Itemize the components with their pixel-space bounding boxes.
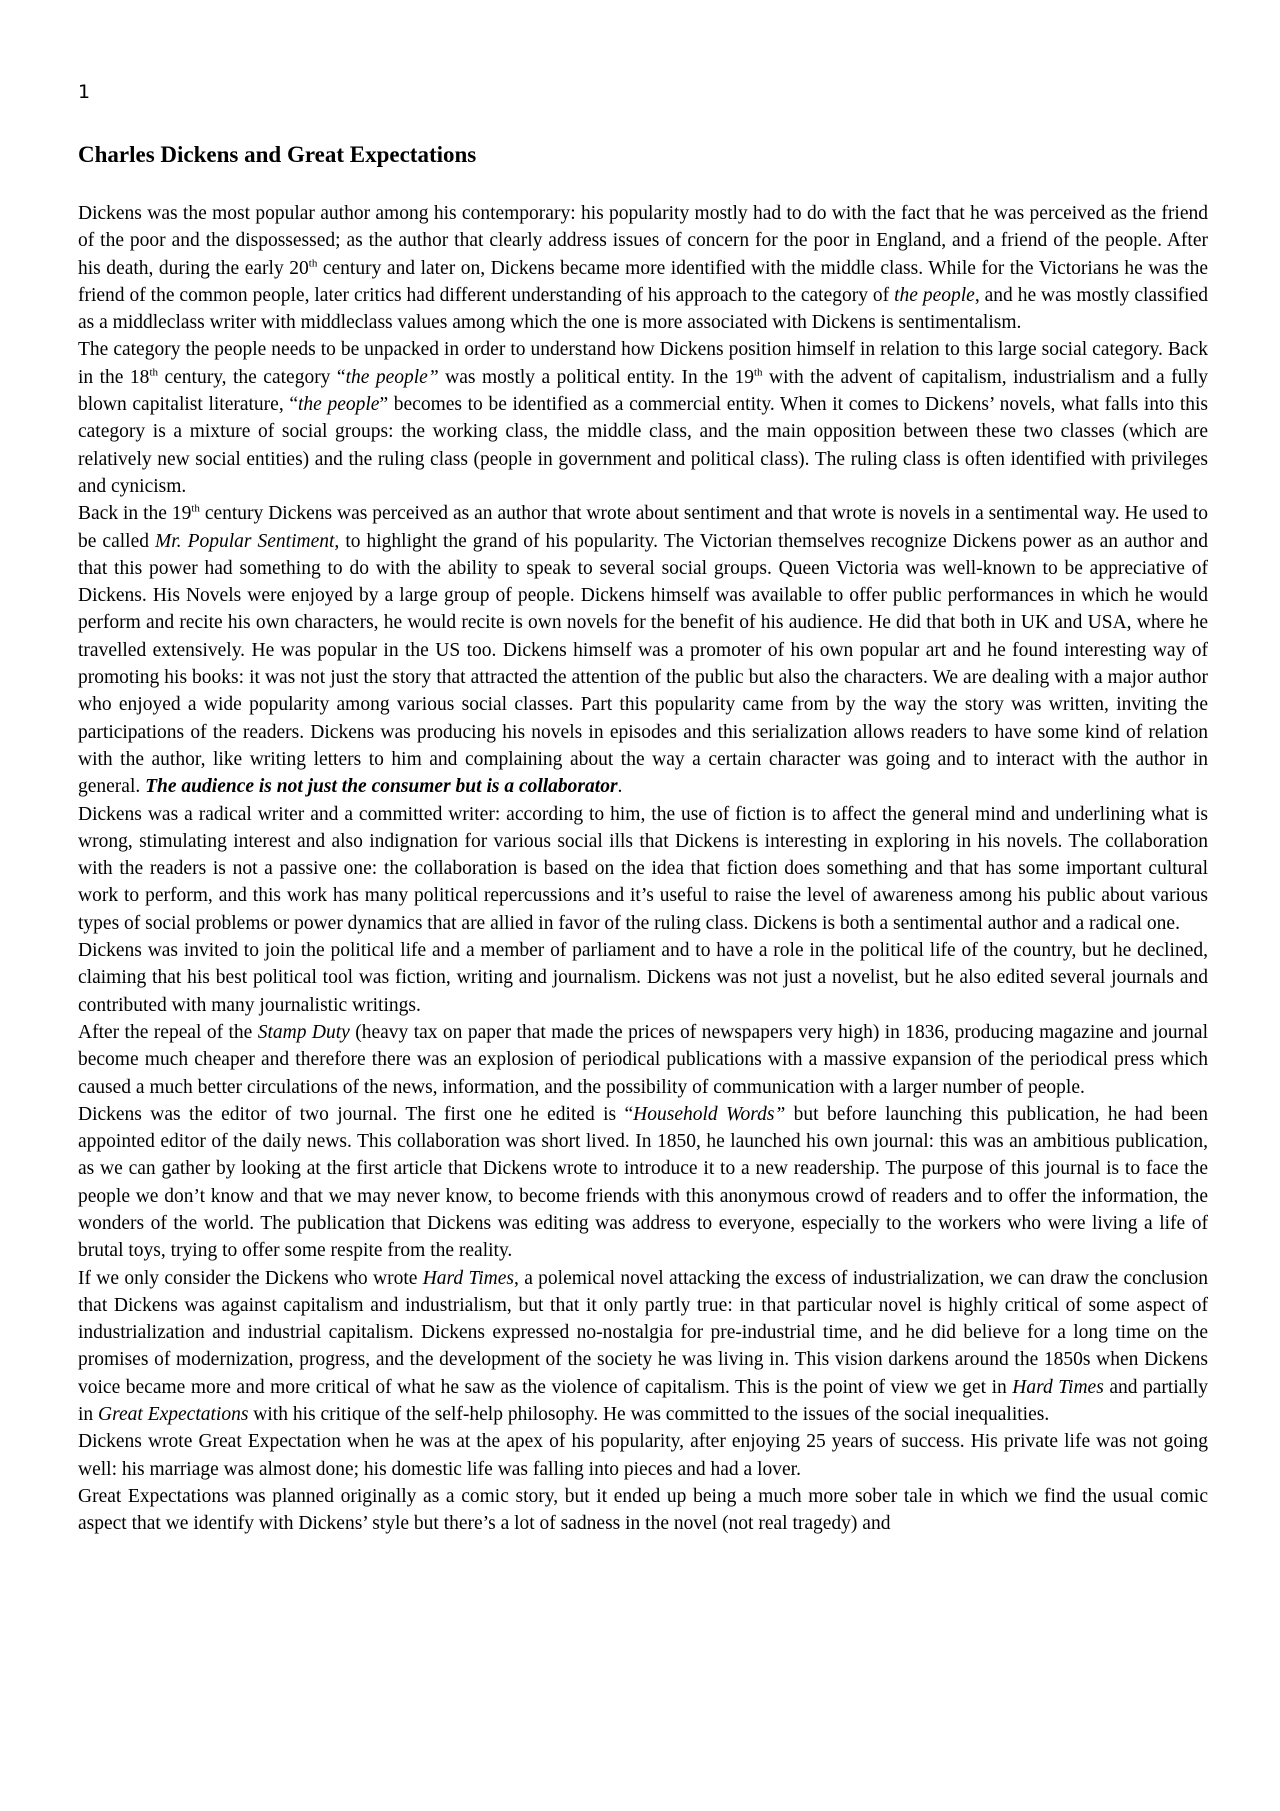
paragraph-1 [78, 200, 1208, 336]
italic-phrase: the people [894, 284, 975, 306]
paragraph-2 [78, 336, 1208, 500]
italic-phrase: Hard Times [1012, 1376, 1104, 1398]
document-body [78, 200, 1208, 1538]
paragraph-text: , and he was mostly classified as a middleclass writer with middleclass values among which the one is more associated with Dickens is sentimentalism. [78, 284, 1208, 334]
paragraph-text: with the advent of capitalism, industrialism and a fully blown capitalist literature, “ [78, 366, 1208, 416]
italic-phrase: Hard Times [422, 1267, 514, 1289]
page-number: 1 [78, 81, 91, 103]
italic-phrase: Mr. Popular Sentiment [155, 530, 335, 552]
document-title: Charles Dickens and Great Expectations [78, 142, 477, 167]
paragraph-text: but before launching this publication, he had been appointed editor of the daily news. This collaboration was short lived. In 1850, he launched his own journal: this was an ambitious publication, as we can gather by looking at the first article that Dickens wrote to introduce it to a new readership. The purpose of this journal is to face the people we don’t know and that we may never know, to become friends with this anonymous crowd of readers and to offer the information, the wonders of the world. The publication that Dickens was editing was address to everyone, especially to the workers who were living a life of brutal toys, trying to offer some respite from the reality. [78, 1103, 1209, 1262]
superscript: th [308, 257, 318, 270]
paragraph-6 [78, 1019, 1208, 1101]
superscript: th [149, 366, 158, 379]
paragraph-text: century, the category “ [158, 366, 346, 388]
italic-phrase: Stamp Duty [257, 1021, 350, 1043]
paragraph-text: , a polemical novel attacking the excess of industrialization, we can draw the conclusion that Dickens was against capitalism and industrialism, but that it only partly true: in that particular novel is highly critical of some aspect of industrialization and industrial capitalism. Dickens expressed no-nostalgia for pre-industrial time, and he did believe for a long time on the promises of modernization, progress, and the development of the society he was living in. This vision darkens around the 1850s when Dickens voice became more and more critical of what he saw as the violence of capitalism. This is the point of view we get in [78, 1267, 1208, 1398]
paragraph-9: Dickens wrote Great Expectation when he was at the apex of his popularity, after enjoying 25 years of success. His private life was not going well: his marriage was almost done; his domestic life was falling into pieces and had a lover. [78, 1431, 1208, 1480]
italic-phrase: the people [298, 394, 380, 416]
italic-phrase: Household Words” [633, 1103, 786, 1125]
paragraph-text: . [617, 776, 623, 798]
paragraph-text: ” becomes to be identified as a commercial entity. When it comes to Dickens’ novels, what falls into this category is a mixture of social groups: the working class, the middle class, and the main opposition between these two classes (which are relatively new social entities) and the ruling class (people in government and political class). The ruling class is often identified with privileges and cynicism. [78, 394, 1208, 497]
paragraph-text: After the repeal of the [78, 1021, 258, 1043]
superscript: th [754, 366, 763, 379]
paragraph-text: , to highlight the grand of his popularity. The Victorian themselves recognize Dickens power as an author and that this power had something to do with the ability to speak to several social groups. Queen Victoria was well-known to be appreciative of Dickens. His Novels were enjoyed by a large group of people. Dickens himself was available to offer public performances in which he would perform and recite his own characters, he would recite is own novels for the benefit of his audience. He did that both in UK and USA, where he travelled extensively. He was popular in the US too. Dickens himself was a promoter of his own popular art and he found interesting way of promoting his books: it was not just the story that attracted the attention of the public but also the characters. We are dealing with a major author who enjoyed a wide popularity among various social classes. Part this popularity came from by the way the story was written, inviting the participations of the readers. Dickens was producing his novels in episodes and this serialization allows readers to have some kind of relation with the author, like writing letters to him and complaining about the way a certain character was going and to interact with the author in general. [78, 530, 1209, 798]
paragraph-8 [78, 1265, 1208, 1429]
paragraph-text: (heavy tax on paper that made the prices of newspapers very high) in 1836, producing magazine and journal become much cheaper and therefore there was an explosion of periodical publications with a massive expansion of the periodical press which caused a much better circulations of the news, information, and the possibility of communication with a larger number of people. [78, 1021, 1208, 1098]
paragraph-5: Dickens was invited to join the political life and a member of parliament and to have a role in the political life of the country, but he declined, claiming that his best political tool was fiction, writing and journalism. Dickens was not just a novelist, but he also edited several journals and contributed with many journalistic writings. [78, 940, 1208, 1016]
paragraph-3 [78, 500, 1208, 800]
paragraph-text: century Dickens was perceived as an author that wrote about sentiment and that wrote is novels in a sentimental way. He used to be called [78, 503, 1208, 552]
paragraph-7 [78, 1101, 1208, 1265]
italic-phrase: the people” [345, 366, 439, 388]
italic-phrase: Great Expectations [98, 1404, 249, 1426]
bold-italic-phrase: The audience is not just the consumer but is a collaborator [145, 776, 618, 798]
paragraph-text: century and later on, Dickens became more identified with the middle class. While for the Victorians he was the friend of the common people, later critics had different understanding of his approach to the category of [78, 257, 1208, 306]
paragraph-text: If we only consider the Dickens who wrote [78, 1267, 423, 1289]
paragraph-text: The category the people needs to be unpacked in order to understand how Dickens position himself in relation to this large social category. Back in the 18 [78, 339, 1208, 388]
paragraph-10: Great Expectations was planned originally as a comic story, but it ended up being a much more sober tale in which we find the usual comic aspect that we identify with Dickens’ style but there’s a lot of sadness in the novel (not real tragedy) and [78, 1485, 1208, 1535]
paragraph-text: with his critique of the self-help philosophy. He was committed to the issues of the social inequalities. [248, 1404, 1050, 1426]
paragraph-text: Dickens was the editor of two journal. The first one he edited is “ [78, 1103, 634, 1125]
paragraph-text: was mostly a political entity. In the 19 [438, 366, 754, 388]
paragraph-text: Back in the 19 [78, 503, 192, 525]
superscript: th [191, 502, 200, 515]
paragraph-text: and partially in [78, 1376, 1208, 1426]
paragraph-4: Dickens was a radical writer and a committed writer: according to him, the use of fiction is to affect the general mind and underlining what is wrong, stimulating interest and also indignation for various social ills that Dickens is interesting in exploring in his novels. The collaboration with the readers is not a passive one: the collaboration is based on the idea that fiction does something and that has some important cultural work to perform, and this work has many political repercussions and it’s useful to raise the level of awareness among his public about various types of social problems or power dynamics that are allied in favor of the ruling class. Dickens is both a sentimental author and a radical one. [78, 803, 1208, 934]
paragraph-text: Dickens was the most popular author among his contemporary: his popularity mostly had to do with the fact that he was perceived as the friend of the poor and the dispossessed; as the author that clearly address issues of concern for the poor in England, and a friend of the people. After his death, during the early 20 [78, 203, 1208, 279]
